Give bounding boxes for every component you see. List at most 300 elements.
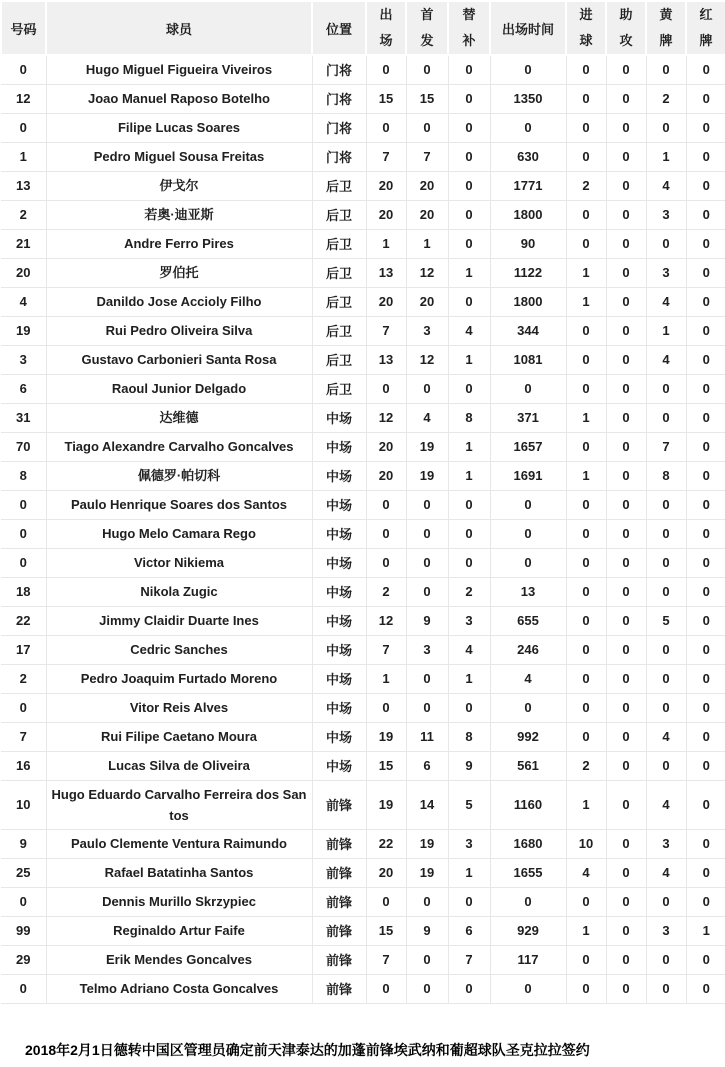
- cell-minutes: 1800: [490, 287, 566, 316]
- cell-starts: 0: [406, 945, 448, 974]
- cell-goals: 0: [566, 548, 606, 577]
- cell-assists: 0: [606, 490, 646, 519]
- column-header-label: 红牌: [699, 7, 713, 48]
- cell-substitute: 9: [448, 751, 490, 780]
- table-row: [1, 55, 725, 84]
- cell-goals: 1: [566, 287, 606, 316]
- cell-goals: 0: [566, 577, 606, 606]
- cell-substitute: 1: [448, 258, 490, 287]
- cell-goals: 1: [566, 403, 606, 432]
- cell-assists: 0: [606, 577, 646, 606]
- cell-yellow-cards: 0: [646, 519, 686, 548]
- cell-minutes: 1350: [490, 84, 566, 113]
- cell-player: Jimmy Claidir Duarte Ines: [46, 606, 312, 635]
- cell-player: Hugo Miguel Figueira Viveiros: [46, 55, 312, 84]
- table-row: [1, 200, 725, 229]
- cell-assists: 0: [606, 374, 646, 403]
- cell-yellow-cards: 5: [646, 606, 686, 635]
- cell-assists: 0: [606, 229, 646, 258]
- cell-number: 7: [1, 722, 46, 751]
- cell-substitute: 3: [448, 829, 490, 858]
- cell-assists: 0: [606, 142, 646, 171]
- cell-assists: 0: [606, 403, 646, 432]
- cell-minutes: 13: [490, 577, 566, 606]
- cell-yellow-cards: 1: [646, 316, 686, 345]
- cell-number: 4: [1, 287, 46, 316]
- cell-player: Reginaldo Artur Faife: [46, 916, 312, 945]
- cell-red-cards: 0: [686, 113, 725, 142]
- table-row: [1, 635, 725, 664]
- cell-red-cards: 0: [686, 519, 725, 548]
- cell-number: 12: [1, 84, 46, 113]
- cell-player: Vitor Reis Alves: [46, 693, 312, 722]
- cell-number: 18: [1, 577, 46, 606]
- cell-assists: 0: [606, 287, 646, 316]
- cell-substitute: 3: [448, 606, 490, 635]
- cell-yellow-cards: 8: [646, 461, 686, 490]
- cell-starts: 19: [406, 432, 448, 461]
- table-row: [1, 548, 725, 577]
- cell-substitute: 6: [448, 916, 490, 945]
- cell-number: 31: [1, 403, 46, 432]
- cell-substitute: 5: [448, 780, 490, 829]
- cell-number: 25: [1, 858, 46, 887]
- cell-goals: 0: [566, 887, 606, 916]
- cell-assists: 0: [606, 200, 646, 229]
- cell-starts: 3: [406, 635, 448, 664]
- cell-starts: 0: [406, 490, 448, 519]
- cell-assists: 0: [606, 84, 646, 113]
- cell-player: Pedro Miguel Sousa Freitas: [46, 142, 312, 171]
- cell-position: 中场: [312, 490, 366, 519]
- cell-goals: 0: [566, 55, 606, 84]
- cell-goals: 10: [566, 829, 606, 858]
- cell-number: 99: [1, 916, 46, 945]
- cell-position: 后卫: [312, 316, 366, 345]
- cell-assists: 0: [606, 974, 646, 1003]
- cell-goals: 0: [566, 945, 606, 974]
- cell-red-cards: 0: [686, 635, 725, 664]
- cell-starts: 0: [406, 55, 448, 84]
- cell-red-cards: 0: [686, 316, 725, 345]
- cell-red-cards: 0: [686, 403, 725, 432]
- cell-substitute: 0: [448, 229, 490, 258]
- cell-yellow-cards: 0: [646, 664, 686, 693]
- cell-minutes: 1691: [490, 461, 566, 490]
- cell-minutes: 117: [490, 945, 566, 974]
- table-row: [1, 974, 725, 1003]
- cell-yellow-cards: 0: [646, 887, 686, 916]
- cell-red-cards: 0: [686, 345, 725, 374]
- cell-assists: 0: [606, 916, 646, 945]
- cell-player: Gustavo Carbonieri Santa Rosa: [46, 345, 312, 374]
- table-row: [1, 461, 725, 490]
- cell-appearances: 0: [366, 55, 406, 84]
- column-header-yellow-cards: [646, 1, 686, 55]
- cell-yellow-cards: 0: [646, 974, 686, 1003]
- cell-player: Rui Pedro Oliveira Silva: [46, 316, 312, 345]
- table-row: [1, 229, 725, 258]
- cell-substitute: 0: [448, 887, 490, 916]
- cell-substitute: 8: [448, 403, 490, 432]
- cell-red-cards: 0: [686, 461, 725, 490]
- cell-minutes: 561: [490, 751, 566, 780]
- cell-starts: 12: [406, 345, 448, 374]
- cell-minutes: 630: [490, 142, 566, 171]
- cell-player: Raoul Junior Delgado: [46, 374, 312, 403]
- cell-assists: 0: [606, 432, 646, 461]
- cell-starts: 20: [406, 200, 448, 229]
- table-row: [1, 403, 725, 432]
- cell-appearances: 0: [366, 887, 406, 916]
- cell-position: 中场: [312, 519, 366, 548]
- cell-assists: 0: [606, 461, 646, 490]
- cell-goals: 0: [566, 432, 606, 461]
- cell-starts: 20: [406, 287, 448, 316]
- cell-red-cards: 0: [686, 664, 725, 693]
- cell-position: 后卫: [312, 171, 366, 200]
- cell-minutes: 1122: [490, 258, 566, 287]
- cell-red-cards: 0: [686, 432, 725, 461]
- cell-substitute: 2: [448, 577, 490, 606]
- cell-yellow-cards: 0: [646, 113, 686, 142]
- cell-goals: 0: [566, 345, 606, 374]
- cell-player: Victor Nikiema: [46, 548, 312, 577]
- cell-position: 门将: [312, 55, 366, 84]
- cell-position: 后卫: [312, 229, 366, 258]
- table-row: [1, 751, 725, 780]
- cell-position: 中场: [312, 751, 366, 780]
- cell-goals: 2: [566, 171, 606, 200]
- cell-appearances: 20: [366, 287, 406, 316]
- cell-goals: 0: [566, 606, 606, 635]
- cell-player: Tiago Alexandre Carvalho Goncalves: [46, 432, 312, 461]
- cell-yellow-cards: 3: [646, 916, 686, 945]
- cell-appearances: 1: [366, 664, 406, 693]
- cell-number: 13: [1, 171, 46, 200]
- cell-yellow-cards: 7: [646, 432, 686, 461]
- cell-red-cards: 0: [686, 84, 725, 113]
- cell-position: 后卫: [312, 374, 366, 403]
- cell-red-cards: 0: [686, 945, 725, 974]
- cell-goals: 0: [566, 374, 606, 403]
- cell-yellow-cards: 0: [646, 490, 686, 519]
- cell-goals: 0: [566, 490, 606, 519]
- cell-number: 6: [1, 374, 46, 403]
- cell-position: 前锋: [312, 974, 366, 1003]
- cell-substitute: 1: [448, 461, 490, 490]
- cell-player: Paulo Clemente Ventura Raimundo: [46, 829, 312, 858]
- cell-position: 门将: [312, 142, 366, 171]
- cell-red-cards: 0: [686, 229, 725, 258]
- cell-position: 中场: [312, 461, 366, 490]
- table-header: [1, 1, 725, 55]
- cell-assists: 0: [606, 945, 646, 974]
- cell-yellow-cards: 0: [646, 693, 686, 722]
- cell-assists: 0: [606, 780, 646, 829]
- cell-starts: 0: [406, 113, 448, 142]
- cell-player: Joao Manuel Raposo Botelho: [46, 84, 312, 113]
- cell-starts: 15: [406, 84, 448, 113]
- cell-number: 0: [1, 490, 46, 519]
- cell-position: 中场: [312, 577, 366, 606]
- column-header-position: [312, 1, 366, 55]
- cell-yellow-cards: 0: [646, 374, 686, 403]
- cell-yellow-cards: 3: [646, 258, 686, 287]
- cell-appearances: 20: [366, 200, 406, 229]
- cell-position: 后卫: [312, 258, 366, 287]
- cell-assists: 0: [606, 693, 646, 722]
- cell-appearances: 0: [366, 113, 406, 142]
- column-header-label: 出场时间: [501, 21, 554, 37]
- cell-yellow-cards: 4: [646, 171, 686, 200]
- cell-substitute: 8: [448, 722, 490, 751]
- cell-player: Rui Filipe Caetano Moura: [46, 722, 312, 751]
- cell-red-cards: 0: [686, 142, 725, 171]
- cell-appearances: 15: [366, 84, 406, 113]
- cell-goals: 0: [566, 519, 606, 548]
- cell-minutes: 1655: [490, 858, 566, 887]
- cell-goals: 0: [566, 84, 606, 113]
- cell-red-cards: 0: [686, 200, 725, 229]
- header-row: [1, 1, 725, 55]
- table-row: [1, 693, 725, 722]
- cell-minutes: 0: [490, 55, 566, 84]
- cell-assists: 0: [606, 606, 646, 635]
- cell-number: 17: [1, 635, 46, 664]
- cell-red-cards: 0: [686, 829, 725, 858]
- cell-position: 后卫: [312, 287, 366, 316]
- cell-starts: 12: [406, 258, 448, 287]
- cell-yellow-cards: 0: [646, 548, 686, 577]
- cell-starts: 0: [406, 974, 448, 1003]
- cell-goals: 0: [566, 229, 606, 258]
- cell-position: 中场: [312, 664, 366, 693]
- table-row: [1, 780, 725, 829]
- cell-red-cards: 0: [686, 606, 725, 635]
- cell-position: 前锋: [312, 858, 366, 887]
- cell-minutes: 90: [490, 229, 566, 258]
- cell-yellow-cards: 0: [646, 229, 686, 258]
- cell-minutes: 0: [490, 974, 566, 1003]
- cell-player: Andre Ferro Pires: [46, 229, 312, 258]
- cell-number: 70: [1, 432, 46, 461]
- cell-number: 22: [1, 606, 46, 635]
- cell-substitute: 0: [448, 287, 490, 316]
- cell-substitute: 0: [448, 974, 490, 1003]
- cell-appearances: 0: [366, 974, 406, 1003]
- cell-player: Paulo Henrique Soares dos Santos: [46, 490, 312, 519]
- cell-assists: 0: [606, 316, 646, 345]
- cell-appearances: 0: [366, 490, 406, 519]
- column-header-label: 助攻: [619, 7, 633, 48]
- cell-goals: 0: [566, 693, 606, 722]
- cell-appearances: 13: [366, 258, 406, 287]
- cell-appearances: 15: [366, 751, 406, 780]
- cell-appearances: 19: [366, 780, 406, 829]
- cell-yellow-cards: 0: [646, 635, 686, 664]
- cell-number: 1: [1, 142, 46, 171]
- table-row: [1, 858, 725, 887]
- cell-appearances: 7: [366, 316, 406, 345]
- column-header-red-cards: [686, 1, 725, 55]
- cell-player: Hugo Melo Camara Rego: [46, 519, 312, 548]
- cell-yellow-cards: 0: [646, 577, 686, 606]
- cell-starts: 19: [406, 829, 448, 858]
- column-header-starts: [406, 1, 448, 55]
- cell-player: Nikola Zugic: [46, 577, 312, 606]
- table-row: [1, 490, 725, 519]
- table-row: [1, 432, 725, 461]
- cell-substitute: 0: [448, 548, 490, 577]
- cell-minutes: 0: [490, 548, 566, 577]
- cell-appearances: 0: [366, 693, 406, 722]
- cell-substitute: 4: [448, 635, 490, 664]
- cell-position: 后卫: [312, 345, 366, 374]
- cell-appearances: 0: [366, 519, 406, 548]
- cell-number: 20: [1, 258, 46, 287]
- cell-yellow-cards: 4: [646, 780, 686, 829]
- cell-number: 0: [1, 113, 46, 142]
- cell-substitute: 0: [448, 142, 490, 171]
- cell-substitute: 0: [448, 171, 490, 200]
- cell-number: 10: [1, 780, 46, 829]
- cell-position: 中场: [312, 635, 366, 664]
- cell-substitute: 0: [448, 490, 490, 519]
- cell-position: 前锋: [312, 829, 366, 858]
- cell-position: 前锋: [312, 887, 366, 916]
- cell-goals: 0: [566, 722, 606, 751]
- cell-assists: 0: [606, 858, 646, 887]
- cell-minutes: 0: [490, 374, 566, 403]
- table-row: [1, 316, 725, 345]
- cell-starts: 4: [406, 403, 448, 432]
- cell-number: 3: [1, 345, 46, 374]
- column-header-label: 替补: [462, 7, 476, 48]
- cell-goals: 0: [566, 316, 606, 345]
- cell-yellow-cards: 0: [646, 403, 686, 432]
- cell-starts: 11: [406, 722, 448, 751]
- cell-substitute: 0: [448, 84, 490, 113]
- cell-player: 佩德罗·帕切科: [46, 461, 312, 490]
- cell-appearances: 15: [366, 916, 406, 945]
- cell-number: 0: [1, 548, 46, 577]
- cell-player: Cedric Sanches: [46, 635, 312, 664]
- cell-red-cards: 0: [686, 55, 725, 84]
- cell-red-cards: 0: [686, 751, 725, 780]
- cell-goals: 0: [566, 142, 606, 171]
- cell-assists: 0: [606, 887, 646, 916]
- cell-red-cards: 0: [686, 780, 725, 829]
- cell-number: 0: [1, 974, 46, 1003]
- cell-assists: 0: [606, 635, 646, 664]
- cell-yellow-cards: 1: [646, 142, 686, 171]
- cell-assists: 0: [606, 722, 646, 751]
- cell-red-cards: 0: [686, 548, 725, 577]
- cell-number: 21: [1, 229, 46, 258]
- table-row: [1, 84, 725, 113]
- cell-minutes: 992: [490, 722, 566, 751]
- cell-minutes: 655: [490, 606, 566, 635]
- cell-appearances: 7: [366, 142, 406, 171]
- cell-starts: 20: [406, 171, 448, 200]
- table-row: [1, 258, 725, 287]
- table-row: [1, 345, 725, 374]
- cell-number: 16: [1, 751, 46, 780]
- cell-appearances: 2: [366, 577, 406, 606]
- table-row: [1, 606, 725, 635]
- cell-assists: 0: [606, 171, 646, 200]
- table-row: [1, 577, 725, 606]
- cell-assists: 0: [606, 258, 646, 287]
- cell-substitute: 7: [448, 945, 490, 974]
- cell-substitute: 1: [448, 858, 490, 887]
- cell-minutes: 1160: [490, 780, 566, 829]
- cell-minutes: 1771: [490, 171, 566, 200]
- cell-player: 若奥·迪亚斯: [46, 200, 312, 229]
- cell-assists: 0: [606, 548, 646, 577]
- cell-number: 9: [1, 829, 46, 858]
- cell-position: 中场: [312, 722, 366, 751]
- cell-appearances: 7: [366, 945, 406, 974]
- cell-red-cards: 0: [686, 722, 725, 751]
- column-header-label: 首发: [420, 7, 434, 48]
- cell-goals: 0: [566, 113, 606, 142]
- cell-position: 中场: [312, 432, 366, 461]
- cell-player: Danildo Jose Accioly Filho: [46, 287, 312, 316]
- cell-player: Lucas Silva de Oliveira: [46, 751, 312, 780]
- cell-yellow-cards: 4: [646, 858, 686, 887]
- cell-yellow-cards: 0: [646, 945, 686, 974]
- cell-appearances: 12: [366, 403, 406, 432]
- column-header-label: 出场: [379, 7, 393, 48]
- cell-position: 中场: [312, 606, 366, 635]
- cell-starts: 14: [406, 780, 448, 829]
- cell-red-cards: 0: [686, 577, 725, 606]
- column-header-appearances: [366, 1, 406, 55]
- cell-player: 伊戈尔: [46, 171, 312, 200]
- cell-substitute: 1: [448, 664, 490, 693]
- cell-red-cards: 1: [686, 916, 725, 945]
- cell-yellow-cards: 3: [646, 829, 686, 858]
- cell-starts: 0: [406, 519, 448, 548]
- cell-appearances: 7: [366, 635, 406, 664]
- table-row: [1, 171, 725, 200]
- cell-minutes: 4: [490, 664, 566, 693]
- table-row: [1, 113, 725, 142]
- cell-starts: 0: [406, 693, 448, 722]
- cell-yellow-cards: 0: [646, 55, 686, 84]
- cell-minutes: 0: [490, 887, 566, 916]
- cell-assists: 0: [606, 113, 646, 142]
- cell-substitute: 1: [448, 345, 490, 374]
- cell-position: 中场: [312, 693, 366, 722]
- table-row: [1, 945, 725, 974]
- cell-yellow-cards: 4: [646, 345, 686, 374]
- cell-yellow-cards: 0: [646, 751, 686, 780]
- cell-minutes: 246: [490, 635, 566, 664]
- cell-starts: 0: [406, 548, 448, 577]
- cell-number: 0: [1, 519, 46, 548]
- cell-starts: 7: [406, 142, 448, 171]
- cell-number: 0: [1, 887, 46, 916]
- column-header-label: 号码: [10, 21, 37, 37]
- cell-position: 门将: [312, 113, 366, 142]
- cell-number: 29: [1, 945, 46, 974]
- cell-red-cards: 0: [686, 490, 725, 519]
- cell-yellow-cards: 3: [646, 200, 686, 229]
- column-header-label: 球员: [165, 21, 192, 37]
